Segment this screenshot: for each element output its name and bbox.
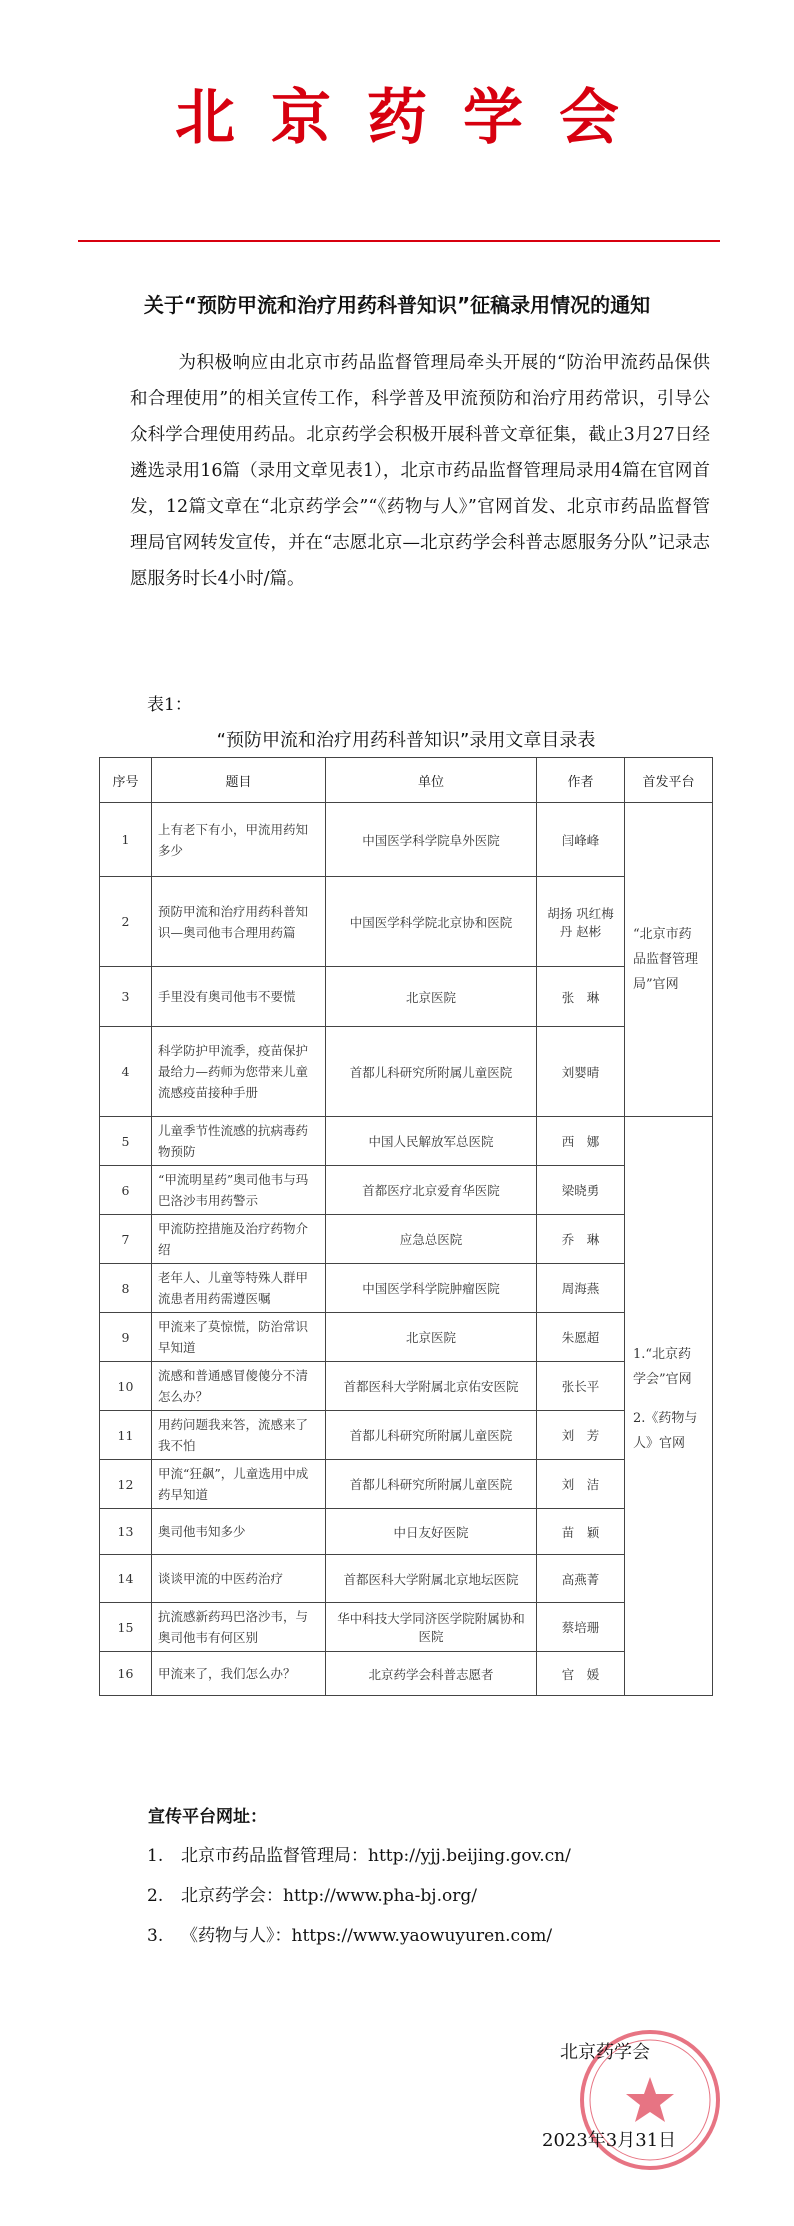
row-no: 5	[100, 1117, 152, 1166]
row-title: 抗流感新药玛巴洛沙韦，与奥司他韦有何区别	[152, 1603, 326, 1652]
row-author: 胡扬 巩红梅丹 赵彬	[537, 877, 625, 967]
platform-cell-fda	[625, 803, 713, 1117]
link-text[interactable]: 北京市药品监督管理局：http://yjj.beijing.gov.cn/	[181, 1846, 571, 1866]
row-title: 上有老下有小，甲流用药知多少	[152, 803, 326, 877]
row-author: 西 娜	[537, 1117, 625, 1166]
row-unit: 首都儿科研究所附属儿童医院	[326, 1027, 537, 1117]
row-no: 7	[100, 1215, 152, 1264]
row-author: 朱愿超	[537, 1313, 625, 1362]
row-author: 官 媛	[537, 1652, 625, 1696]
row-no: 13	[100, 1509, 152, 1555]
table-row	[100, 1027, 713, 1117]
row-author: 张长平	[537, 1362, 625, 1411]
row-unit: 首都儿科研究所附属儿童医院	[326, 1460, 537, 1509]
row-unit: 中国人民解放军总医院	[326, 1117, 537, 1166]
table-row	[100, 1264, 713, 1313]
row-author: 刘 洁	[537, 1460, 625, 1509]
table-row	[100, 1362, 713, 1411]
masthead: 北京药学会	[175, 83, 655, 153]
row-no: 15	[100, 1603, 152, 1652]
table-row	[100, 1652, 713, 1696]
links-heading: 宣传平台网址：	[148, 1807, 267, 1827]
row-author: 高燕菁	[537, 1555, 625, 1603]
row-author: 梁晓勇	[537, 1166, 625, 1215]
links-list	[147, 1836, 747, 1956]
row-author: 张 琳	[537, 967, 625, 1027]
row-title: 手里没有奥司他韦不要慌	[152, 967, 326, 1027]
table-row	[100, 1117, 713, 1166]
row-no: 14	[100, 1555, 152, 1603]
list-item[interactable]	[147, 1836, 747, 1876]
row-title: 预防甲流和治疗用药科普知识—奥司他韦合理用药篇	[152, 877, 326, 967]
notice-body: 为积极响应由北京市药品监督管理局牵头开展的“防治甲流药品保供和合理使用”的相关宣传工作，科学普及甲流预防和治疗用药常识，引导公众科学合理使用药品。北京药学会积极开展科普文章征集，截止3月27日经遴选录用16篇（录用文章见表1），北京市药品监督管理局录用4篇在官网首发，12篇文章在“北京药学会”“《药物与人》”官网首发、北京市药品监督管理局官网转发宣传，并在“志愿北京—北京药学会科普志愿服务分队”记录志愿服务时长4小时/篇。	[130, 353, 710, 589]
row-unit: 北京医院	[326, 967, 537, 1027]
row-title: 科学防护甲流季，疫苗保护最给力—药师为您带来儿童流感疫苗接种手册	[152, 1027, 326, 1117]
row-unit: 中国医学科学院肿瘤医院	[326, 1264, 537, 1313]
link-number: 2.	[147, 1886, 164, 1906]
row-no: 2	[100, 877, 152, 967]
row-no: 6	[100, 1166, 152, 1215]
header-divider	[78, 240, 720, 242]
row-title: “甲流明星药”奥司他韦与玛巴洛沙韦用药警示	[152, 1166, 326, 1215]
row-author: 苗 颖	[537, 1509, 625, 1555]
row-unit: 北京医院	[326, 1313, 537, 1362]
table-row	[100, 1313, 713, 1362]
row-title: 甲流来了莫惊慌，防治常识早知道	[152, 1313, 326, 1362]
table-row	[100, 1555, 713, 1603]
article-catalog-table	[99, 757, 713, 1696]
row-title: 甲流“狂飙”，儿童选用中成药早知道	[152, 1460, 326, 1509]
platform-fda-label: “北京市药品监督管理局”官网	[633, 927, 699, 992]
link-text[interactable]: 北京药学会：http://www.pha-bj.org/	[181, 1886, 477, 1906]
row-unit: 应急总医院	[326, 1215, 537, 1264]
col-header-title: 题目	[152, 758, 326, 803]
row-unit: 首都医科大学附属北京佑安医院	[326, 1362, 537, 1411]
table-row	[100, 967, 713, 1027]
row-no: 11	[100, 1411, 152, 1460]
table-row	[100, 1509, 713, 1555]
row-title: 老年人、儿童等特殊人群甲流患者用药需遵医嘱	[152, 1264, 326, 1313]
col-header-platform: 首发平台	[625, 758, 713, 803]
row-no: 3	[100, 967, 152, 1027]
row-unit: 首都医科大学附属北京地坛医院	[326, 1555, 537, 1603]
row-unit: 首都医疗北京爱育华医院	[326, 1166, 537, 1215]
row-unit: 中国医学科学院阜外医院	[326, 803, 537, 877]
col-header-no: 序号	[100, 758, 152, 803]
row-unit: 首都儿科研究所附属儿童医院	[326, 1411, 537, 1460]
table-row	[100, 1215, 713, 1264]
row-title: 甲流来了，我们怎么办？	[152, 1652, 326, 1696]
row-title: 奥司他韦知多少	[152, 1509, 326, 1555]
row-unit: 华中科技大学同济医学院附属协和医院	[326, 1603, 537, 1652]
link-number: 3.	[147, 1926, 164, 1946]
row-no: 8	[100, 1264, 152, 1313]
platform-cell-society	[625, 1117, 713, 1696]
col-header-author: 作者	[537, 758, 625, 803]
row-no: 4	[100, 1027, 152, 1117]
row-no: 1	[100, 803, 152, 877]
table-caption: “预防甲流和治疗用药科普知识”录用文章目录表	[216, 730, 596, 751]
table-row	[100, 803, 713, 877]
row-author: 刘婴晴	[537, 1027, 625, 1117]
table-row	[100, 877, 713, 967]
table-row	[100, 1603, 713, 1652]
row-title: 流感和普通感冒傻傻分不清怎么办？	[152, 1362, 326, 1411]
table-row	[100, 1460, 713, 1509]
link-text[interactable]: 《药物与人》：https://www.yaowuyuren.com/	[181, 1926, 553, 1946]
list-item[interactable]	[147, 1876, 747, 1916]
link-number: 1.	[147, 1846, 164, 1866]
row-unit: 北京药学会科普志愿者	[326, 1652, 537, 1696]
table-row	[100, 1166, 713, 1215]
row-title: 用药问题我来答，流感来了我不怕	[152, 1411, 326, 1460]
platform-society-label: 1.“北京药学会”官网	[633, 1347, 692, 1387]
issue-date: 2023年3月31日	[542, 2130, 677, 2151]
row-no: 10	[100, 1362, 152, 1411]
row-author: 周海燕	[537, 1264, 625, 1313]
table-row	[100, 1411, 713, 1460]
row-author: 闫峰峰	[537, 803, 625, 877]
platform-journal-label: 2.《药物与人》官网	[633, 1411, 698, 1451]
row-title: 儿童季节性流感的抗病毒药物预防	[152, 1117, 326, 1166]
col-header-unit: 单位	[326, 758, 537, 803]
row-unit: 中日友好医院	[326, 1509, 537, 1555]
row-author: 乔 琳	[537, 1215, 625, 1264]
row-author: 刘 芳	[537, 1411, 625, 1460]
signer: 北京药学会	[560, 2042, 650, 2063]
row-no: 12	[100, 1460, 152, 1509]
row-author: 蔡培珊	[537, 1603, 625, 1652]
notice-title: 关于“预防甲流和治疗用药科普知识”征稿录用情况的通知	[143, 293, 651, 317]
list-item[interactable]	[147, 1916, 747, 1956]
row-unit: 中国医学科学院北京协和医院	[326, 877, 537, 967]
row-no: 9	[100, 1313, 152, 1362]
row-title: 甲流防控措施及治疗药物介绍	[152, 1215, 326, 1264]
row-title: 谈谈甲流的中医药治疗	[152, 1555, 326, 1603]
table-label: 表1：	[147, 695, 192, 715]
row-no: 16	[100, 1652, 152, 1696]
table-header-row	[100, 758, 713, 803]
